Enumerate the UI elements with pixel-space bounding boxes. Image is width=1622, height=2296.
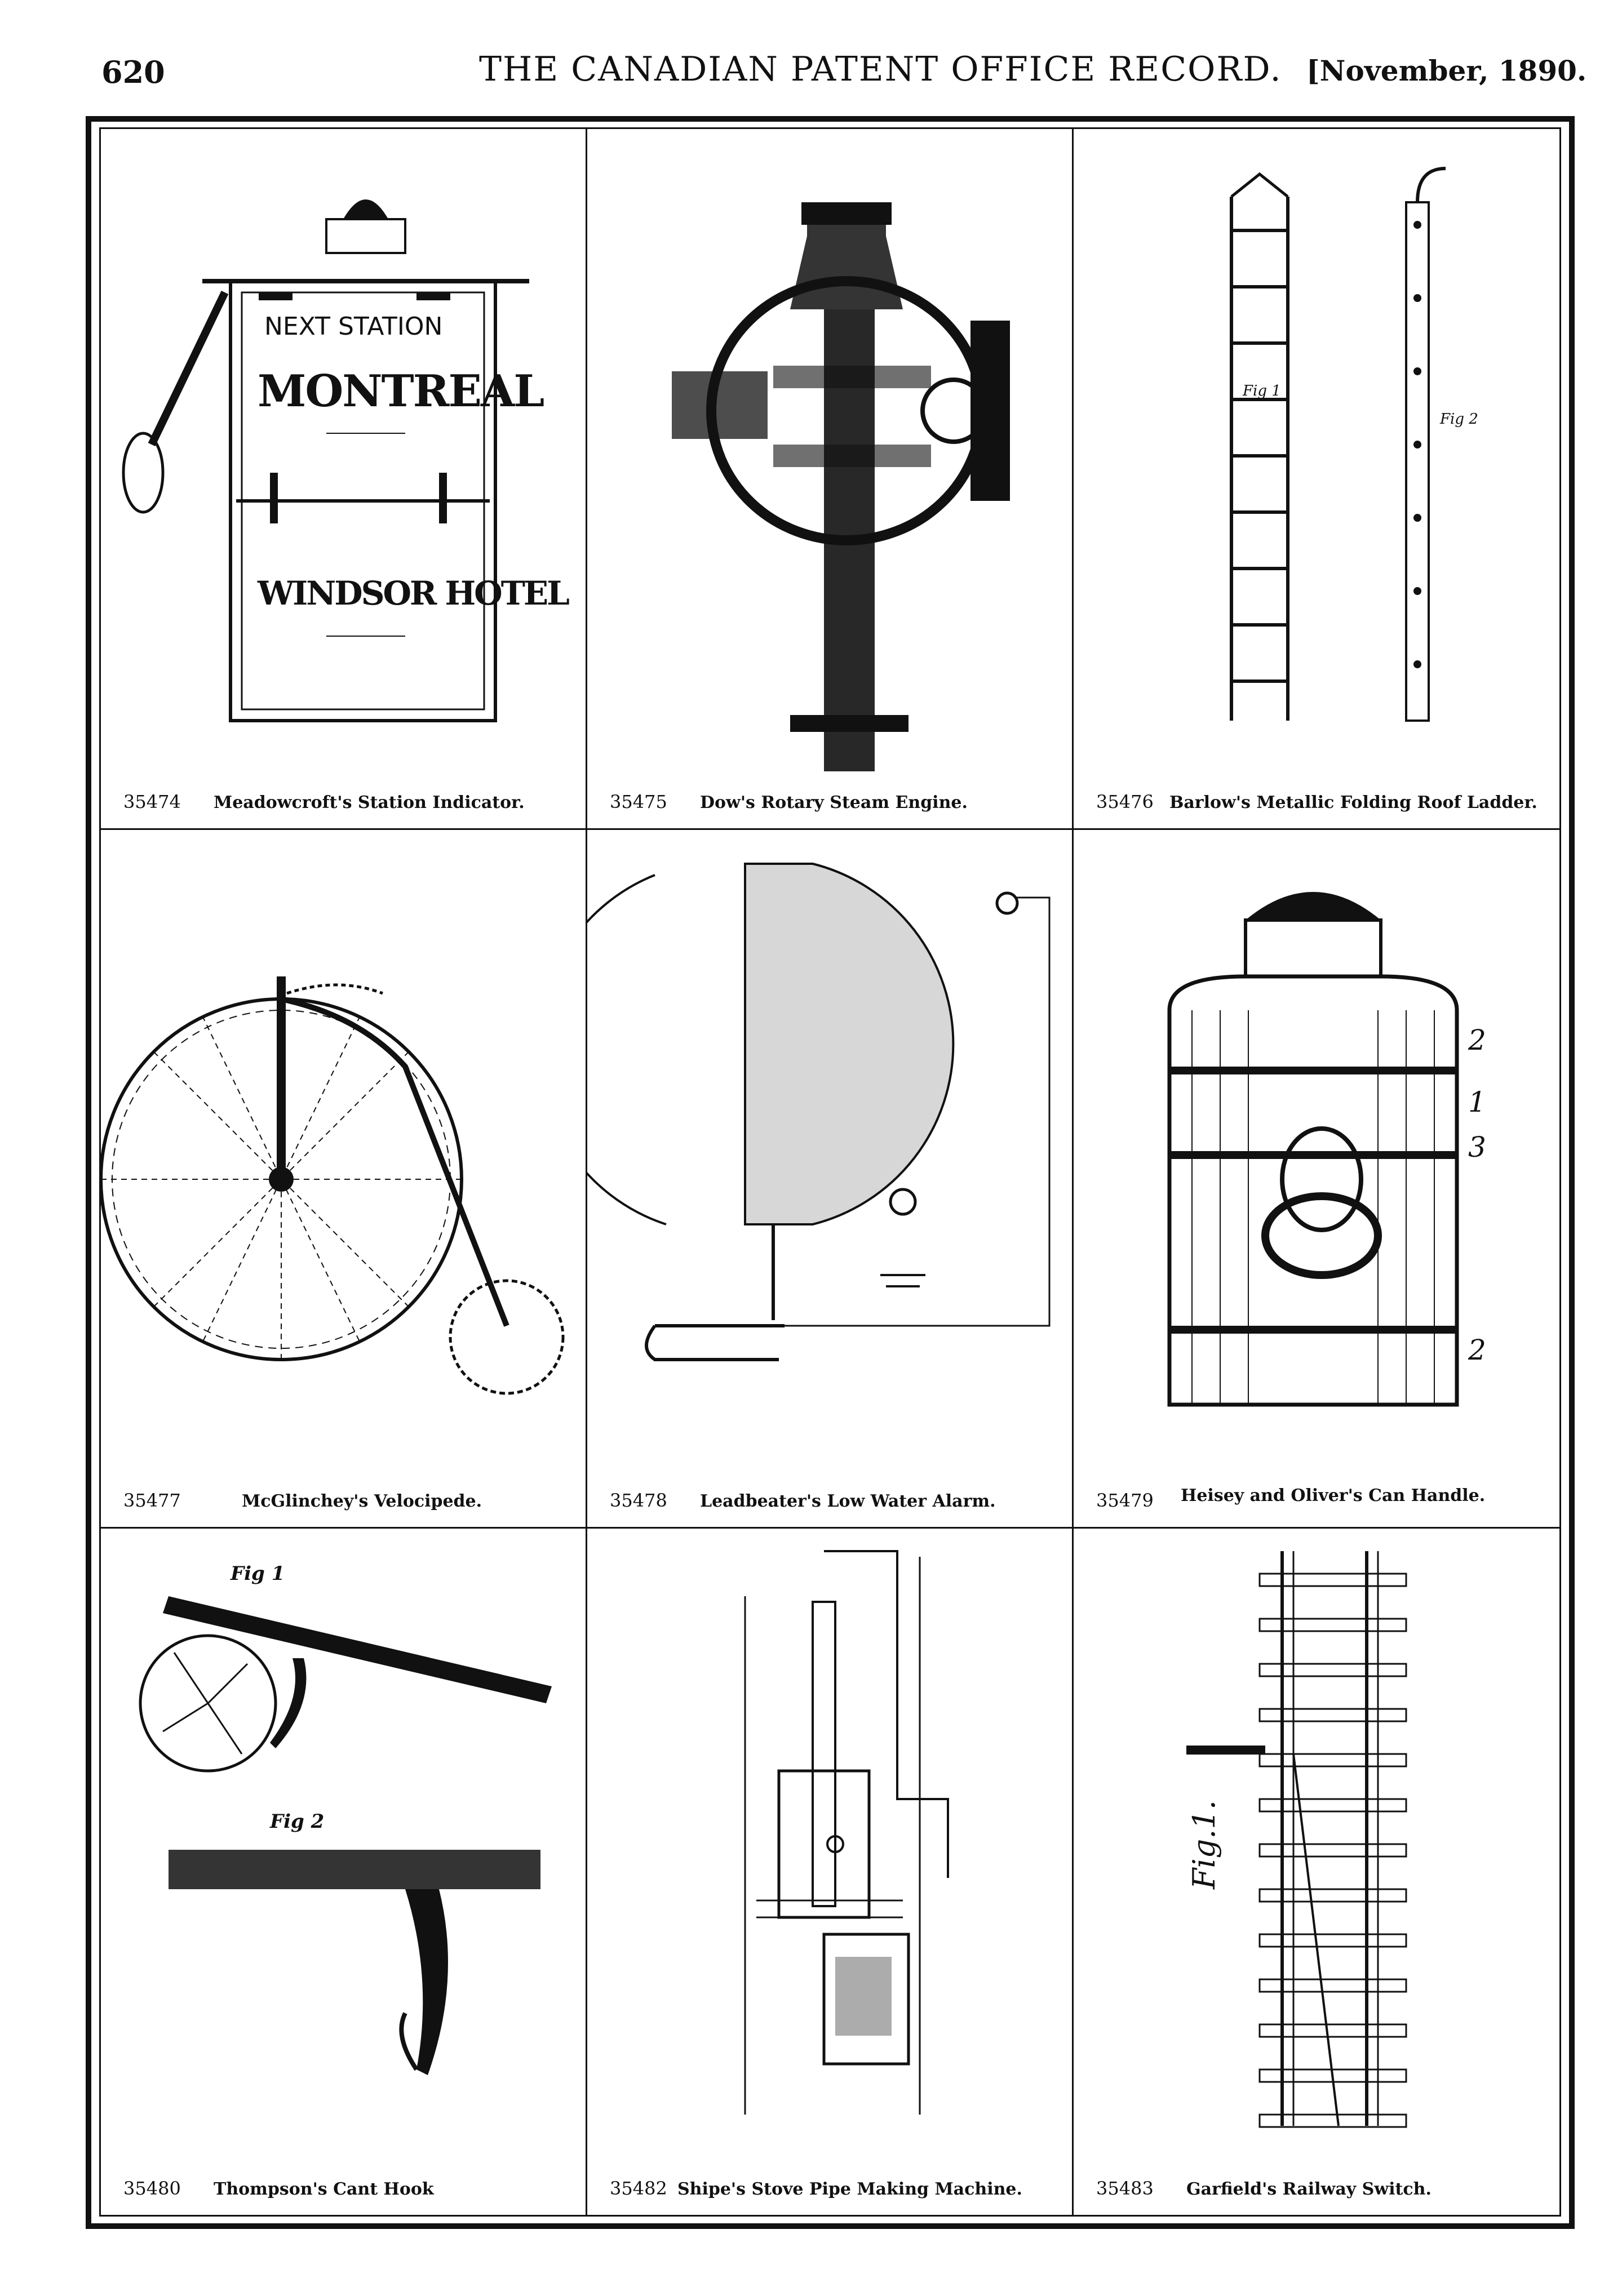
patent-cell-35480 [101, 1529, 587, 2215]
station-indicator-drawing [101, 129, 587, 783]
low-water-alarm-drawing [587, 830, 1074, 1478]
caption [587, 2171, 1072, 2205]
issue-date: [November, 1890. [1306, 54, 1587, 87]
page-number: 620 [101, 54, 165, 90]
page-header [0, 0, 1622, 124]
caption [101, 2171, 586, 2205]
patent-number: 35479 [1096, 1490, 1154, 1511]
patent-cell-35475 [587, 129, 1074, 830]
caption [587, 784, 1072, 818]
patent-cell-35477 [101, 830, 587, 1529]
patent-cell-35482 [587, 1529, 1074, 2215]
patent-number: 35483 [1096, 2178, 1154, 2199]
patent-title: Barlow's Metallic Folding Roof Ladder. [1169, 793, 1537, 812]
caption [1074, 784, 1559, 818]
railway-switch-drawing [1074, 1529, 1559, 2165]
figure-label: Fig 2 [1440, 411, 1478, 428]
steam-engine-drawing [587, 129, 1074, 783]
caption [1074, 1483, 1559, 1517]
cant-hook-drawing [101, 1529, 587, 2165]
patent-title: Leadbeater's Low Water Alarm. [700, 1491, 996, 1511]
sign-text-bottom: WINDSOR HOTEL [258, 574, 568, 612]
patent-title: Garfield's Railway Switch. [1186, 2179, 1432, 2199]
can-handle-drawing [1074, 830, 1559, 1478]
patent-title: McGlinchey's Velocipede. [242, 1491, 482, 1511]
patent-title: Thompson's Cant Hook [214, 2179, 434, 2199]
stove-pipe-machine-drawing [587, 1529, 1074, 2165]
roof-ladder-drawing [1074, 129, 1559, 783]
svg-text:1: 1 [1468, 1086, 1486, 1118]
caption [101, 1483, 586, 1517]
patent-number: 35478 [610, 1490, 667, 1511]
patent-number: 35482 [610, 2178, 667, 2199]
figure-label: Fig 2 [270, 1810, 325, 1833]
velocipede-drawing [101, 830, 587, 1478]
patent-cell-35479 [1074, 830, 1559, 1529]
patent-grid [101, 129, 1559, 2215]
patent-cell-35483 [1074, 1529, 1559, 2215]
patent-title: Heisey and Oliver's Can Handle. [1181, 1486, 1486, 1505]
svg-text:2: 2 [1468, 1024, 1486, 1056]
patent-number: 35475 [610, 791, 667, 812]
figure-label: Fig 1 [231, 1562, 285, 1585]
patent-number: 35474 [123, 791, 181, 812]
figure-label: Fig.1. [1186, 1800, 1222, 1889]
sign-text-middle: MONTREAL [258, 366, 544, 417]
patent-title: Shipe's Stove Pipe Making Machine. [677, 2179, 1022, 2199]
patent-title: Dow's Rotary Steam Engine. [700, 793, 968, 812]
figure-label: Fig 1 [1243, 383, 1281, 399]
patent-title: Meadowcroft's Station Indicator. [214, 793, 525, 812]
svg-text:3: 3 [1468, 1131, 1486, 1163]
sign-text-top: NEXT STATION [264, 312, 443, 341]
journal-title: THE CANADIAN PATENT OFFICE RECORD. [479, 50, 1282, 89]
patent-cell-35476 [1074, 129, 1559, 830]
patent-cell-35474 [101, 129, 587, 830]
patent-number: 35480 [123, 2178, 181, 2199]
patent-cell-35478 [587, 830, 1074, 1529]
caption [101, 784, 586, 818]
patent-number: 35476 [1096, 791, 1154, 812]
caption [1074, 2171, 1559, 2205]
patent-number: 35477 [123, 1490, 181, 1511]
caption [587, 1483, 1072, 1517]
svg-text:2: 2 [1468, 1334, 1486, 1366]
